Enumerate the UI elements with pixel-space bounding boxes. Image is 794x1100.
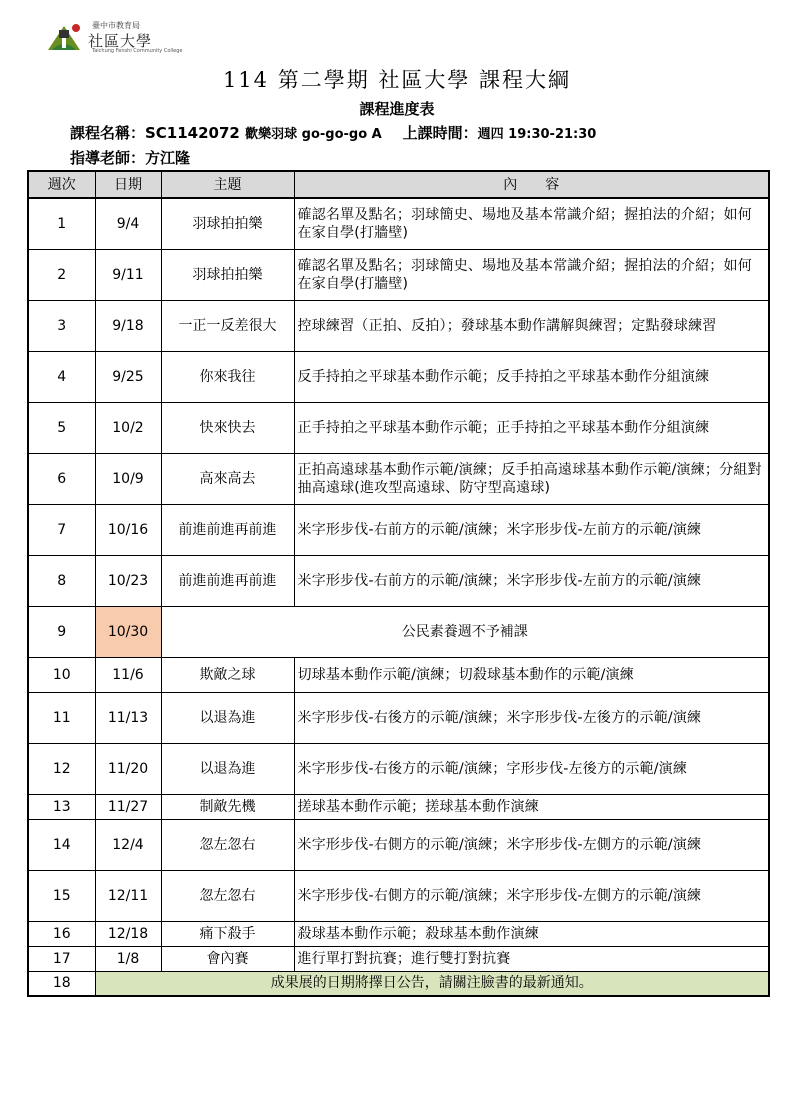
topic-cell: 前進前進再前進 — [161, 504, 294, 555]
week-cell: 4 — [28, 351, 95, 402]
content-cell: 米字形步伐-右前方的示範/演練；米字形步伐-左前方的示範/演練 — [294, 555, 769, 606]
content-cell: 正手持拍之平球基本動作示範；正手持拍之平球基本動作分組演練 — [294, 402, 769, 453]
week-cell: 10 — [28, 657, 95, 692]
table-row — [28, 794, 769, 819]
topic-cell: 快來快去 — [161, 402, 294, 453]
date-cell: 9/25 — [95, 351, 161, 402]
topic-cell: 你來我往 — [161, 351, 294, 402]
date-cell: 12/18 — [95, 921, 161, 946]
date-cell: 12/4 — [95, 819, 161, 870]
column-header-content: 內 容 — [294, 171, 769, 198]
table-row — [28, 692, 769, 743]
week-cell: 11 — [28, 692, 95, 743]
date-cell: 11/6 — [95, 657, 161, 692]
table-row — [28, 300, 769, 351]
table-row — [28, 453, 769, 504]
content-cell: 控球練習（正拍、反拍）；發球基本動作講解與練習；定點發球練習 — [294, 300, 769, 351]
week-cell: 15 — [28, 870, 95, 921]
date-cell: 11/27 — [95, 794, 161, 819]
topic-cell: 欺敵之球 — [161, 657, 294, 692]
date-cell: 9/11 — [95, 249, 161, 300]
content-cell: 反手持拍之平球基本動作示範；反手持拍之平球基本動作分組演練 — [294, 351, 769, 402]
topic-cell: 以退為進 — [161, 743, 294, 794]
week-cell: 6 — [28, 453, 95, 504]
content-cell: 搓球基本動作示範；搓球基本動作演練 — [294, 794, 769, 819]
course-name: 歡樂羽球 go-go-go A — [245, 127, 382, 142]
logo-small-text: 臺中市教育局 — [92, 21, 140, 30]
week-cell: 16 — [28, 921, 95, 946]
page-subtitle: 課程進度表 — [359, 100, 435, 118]
week-cell: 12 — [28, 743, 95, 794]
topic-cell: 忽左忽右 — [161, 870, 294, 921]
week-cell: 3 — [28, 300, 95, 351]
week-cell: 14 — [28, 819, 95, 870]
week-cell: 9 — [28, 606, 95, 657]
table-row — [28, 504, 769, 555]
date-cell: 9/4 — [95, 198, 161, 249]
topic-cell: 制敵先機 — [161, 794, 294, 819]
topic-cell: 前進前進再前進 — [161, 555, 294, 606]
date-cell: 9/18 — [95, 300, 161, 351]
school-logo — [44, 20, 183, 56]
content-cell: 米字形步伐-右前方的示範/演練；米字形步伐-左前方的示範/演練 — [294, 504, 769, 555]
time-label: 上課時間： — [402, 124, 478, 142]
announcement-banner: 成果展的日期將擇日公告，請關注臉書的最新通知。 — [95, 971, 769, 996]
topic-cell: 一正一反差很大 — [161, 300, 294, 351]
content-cell: 進行單打對抗賽；進行雙打對抗賽 — [294, 946, 769, 971]
date-cell-highlighted: 10/30 — [95, 606, 161, 657]
no-class-notice: 公民素養週不予補課 — [161, 606, 769, 657]
date-cell: 1/8 — [95, 946, 161, 971]
week-cell: 8 — [28, 555, 95, 606]
topic-cell: 以退為進 — [161, 692, 294, 743]
table-row — [28, 971, 769, 996]
school-logo-icon — [44, 20, 84, 56]
table-row — [28, 402, 769, 453]
content-cell: 確認名單及點名；羽球簡史、場地及基本常識介紹；握拍法的介紹；如何在家自學(打牆壁) — [294, 198, 769, 249]
time-value: 週四 19:30-21:30 — [477, 127, 597, 142]
topic-cell: 高來高去 — [161, 453, 294, 504]
table-row — [28, 606, 769, 657]
topic-cell: 羽球拍拍樂 — [161, 198, 294, 249]
week-cell: 18 — [28, 971, 95, 996]
table-row — [28, 946, 769, 971]
content-cell: 殺球基本動作示範；殺球基本動作演練 — [294, 921, 769, 946]
date-cell: 12/11 — [95, 870, 161, 921]
course-info-line — [70, 122, 596, 143]
table-row — [28, 555, 769, 606]
date-cell: 11/13 — [95, 692, 161, 743]
week-cell: 1 — [28, 198, 95, 249]
content-cell: 米字形步伐-右後方的示範/演練；米字形步伐-左後方的示範/演練 — [294, 692, 769, 743]
content-cell: 米字形步伐-右側方的示範/演練；米字形步伐-左側方的示範/演練 — [294, 870, 769, 921]
week-cell: 5 — [28, 402, 95, 453]
page-title: 114 第二學期 社區大學 課程大綱 — [222, 68, 572, 92]
logo-english: Taichung Fenshi Community College — [92, 48, 183, 54]
column-header-date: 日期 — [95, 171, 161, 198]
week-cell: 2 — [28, 249, 95, 300]
table-header-row — [28, 171, 769, 198]
date-cell: 10/9 — [95, 453, 161, 504]
content-cell: 正拍高遠球基本動作示範/演練；反手拍高遠球基本動作示範/演練；分組對抽高遠球(進攻型高遠球、防守型高遠球) — [294, 453, 769, 504]
table-row — [28, 198, 769, 249]
content-cell: 米字形步伐-右後方的示範/演練；字形步伐-左後方的示範/演練 — [294, 743, 769, 794]
table-row — [28, 351, 769, 402]
column-header-week: 週次 — [28, 171, 95, 198]
date-cell: 10/2 — [95, 402, 161, 453]
teacher-line: 指導老師：方江隆 — [70, 149, 191, 167]
week-cell: 17 — [28, 946, 95, 971]
table-row — [28, 249, 769, 300]
table-row — [28, 657, 769, 692]
schedule-table — [27, 170, 770, 997]
table-row — [28, 870, 769, 921]
course-label: 課程名稱：SC1142072 — [70, 124, 240, 142]
column-header-topic: 主題 — [161, 171, 294, 198]
topic-cell: 痛下殺手 — [161, 921, 294, 946]
table-row — [28, 819, 769, 870]
topic-cell: 會內賽 — [161, 946, 294, 971]
table-row — [28, 921, 769, 946]
date-cell: 10/23 — [95, 555, 161, 606]
date-cell: 11/20 — [95, 743, 161, 794]
week-cell: 7 — [28, 504, 95, 555]
week-cell: 13 — [28, 794, 95, 819]
content-cell: 米字形步伐-右側方的示範/演練；米字形步伐-左側方的示範/演練 — [294, 819, 769, 870]
content-cell: 切球基本動作示範/演練；切殺球基本動作的示範/演練 — [294, 657, 769, 692]
logo-name: 社區大學 — [88, 32, 153, 50]
table-row — [28, 743, 769, 794]
topic-cell: 忽左忽右 — [161, 819, 294, 870]
content-cell: 確認名單及點名；羽球簡史、場地及基本常識介紹；握拍法的介紹；如何在家自學(打牆壁) — [294, 249, 769, 300]
topic-cell: 羽球拍拍樂 — [161, 249, 294, 300]
date-cell: 10/16 — [95, 504, 161, 555]
